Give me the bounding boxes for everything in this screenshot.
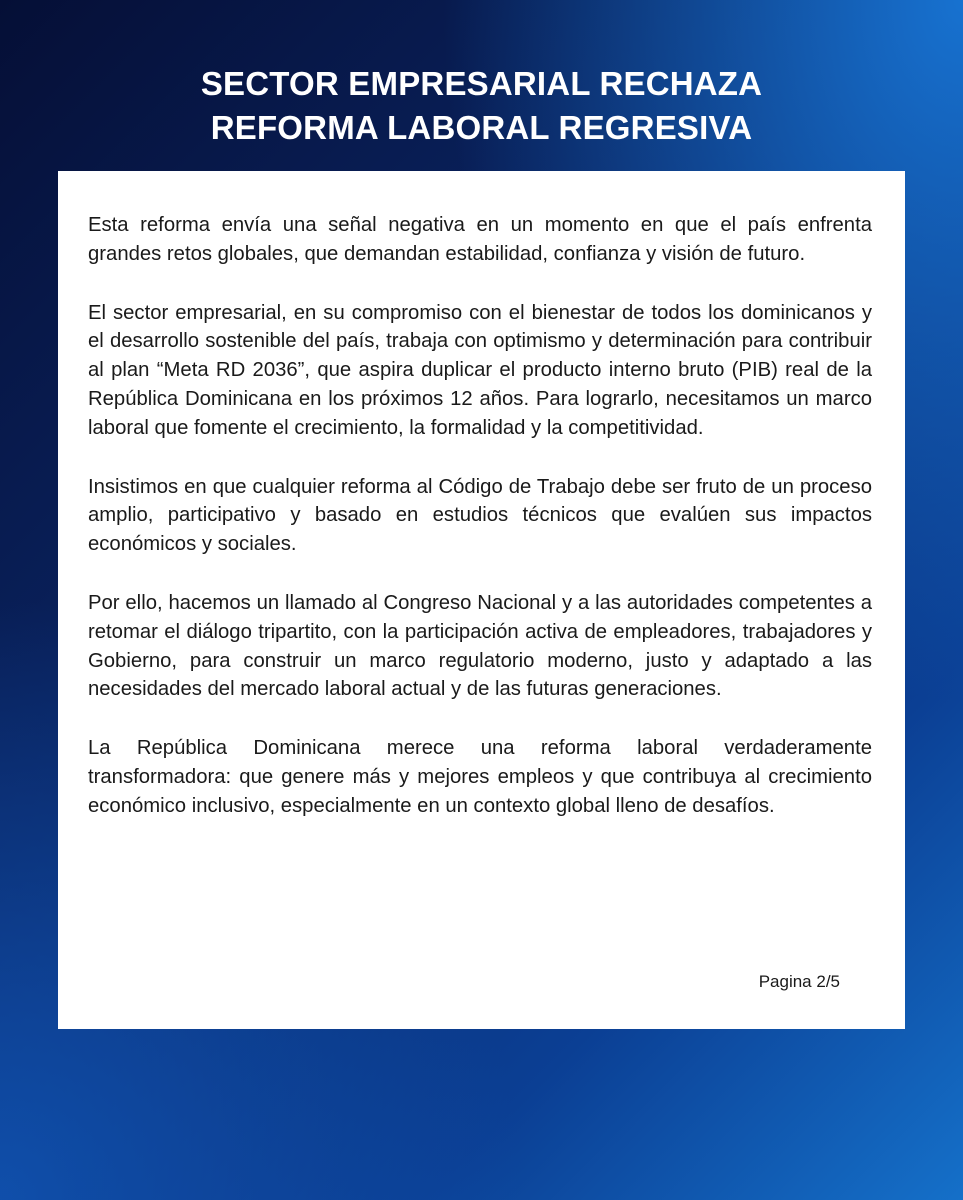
paragraph-2: El sector empresarial, en su compromiso con el bienestar de todos los dominicanos y el desarrollo sostenible del país, trabaja con optimismo y determinación para contribuir al plan “Meta RD 2036”, que aspira duplicar el producto interno bruto (PIB) real de la República Dominicana en los próximos 12 años. Para lograrlo, necesitamos un marco laboral que fomente el crecimiento, la formalidad y la competitividad. xyxy=(88,301,872,439)
statement-card xyxy=(58,171,905,1029)
paragraph-4: Por ello, hacemos un llamado al Congreso Nacional y a las autoridades competentes a retomar el diálogo tripartito, con la participación activa de empleadores, trabajadores y Gobierno, para construir un marco regulatorio moderno, justo y adaptado a las necesidades del mercado laboral actual y de las futuras generaciones. xyxy=(88,591,872,701)
title-line-2: REFORMA LABORAL REGRESIVA xyxy=(210,109,753,146)
title-line-1: SECTOR EMPRESARIAL RECHAZA xyxy=(200,65,763,102)
page-title xyxy=(0,62,963,150)
paragraph-1: Esta reforma envía una señal negativa en un momento en que el país enfrenta grandes retos globales, que demandan estabilidad, confianza y visión de futuro. xyxy=(88,214,872,265)
paragraph-5: La República Dominicana merece una reforma laboral verdaderamente transformadora: que genere más y mejores empleos y que contribuya al crecimiento económico inclusivo, especialmente en un contexto global lleno de desafíos. xyxy=(88,737,872,817)
paragraph-3: Insistimos en que cualquier reforma al Código de Trabajo debe ser fruto de un proceso amplio, participativo y basado en estudios técnicos que evalúen sus impactos económicos y sociales. xyxy=(88,475,872,556)
page-indicator: Pagina 2/5 xyxy=(758,972,840,991)
